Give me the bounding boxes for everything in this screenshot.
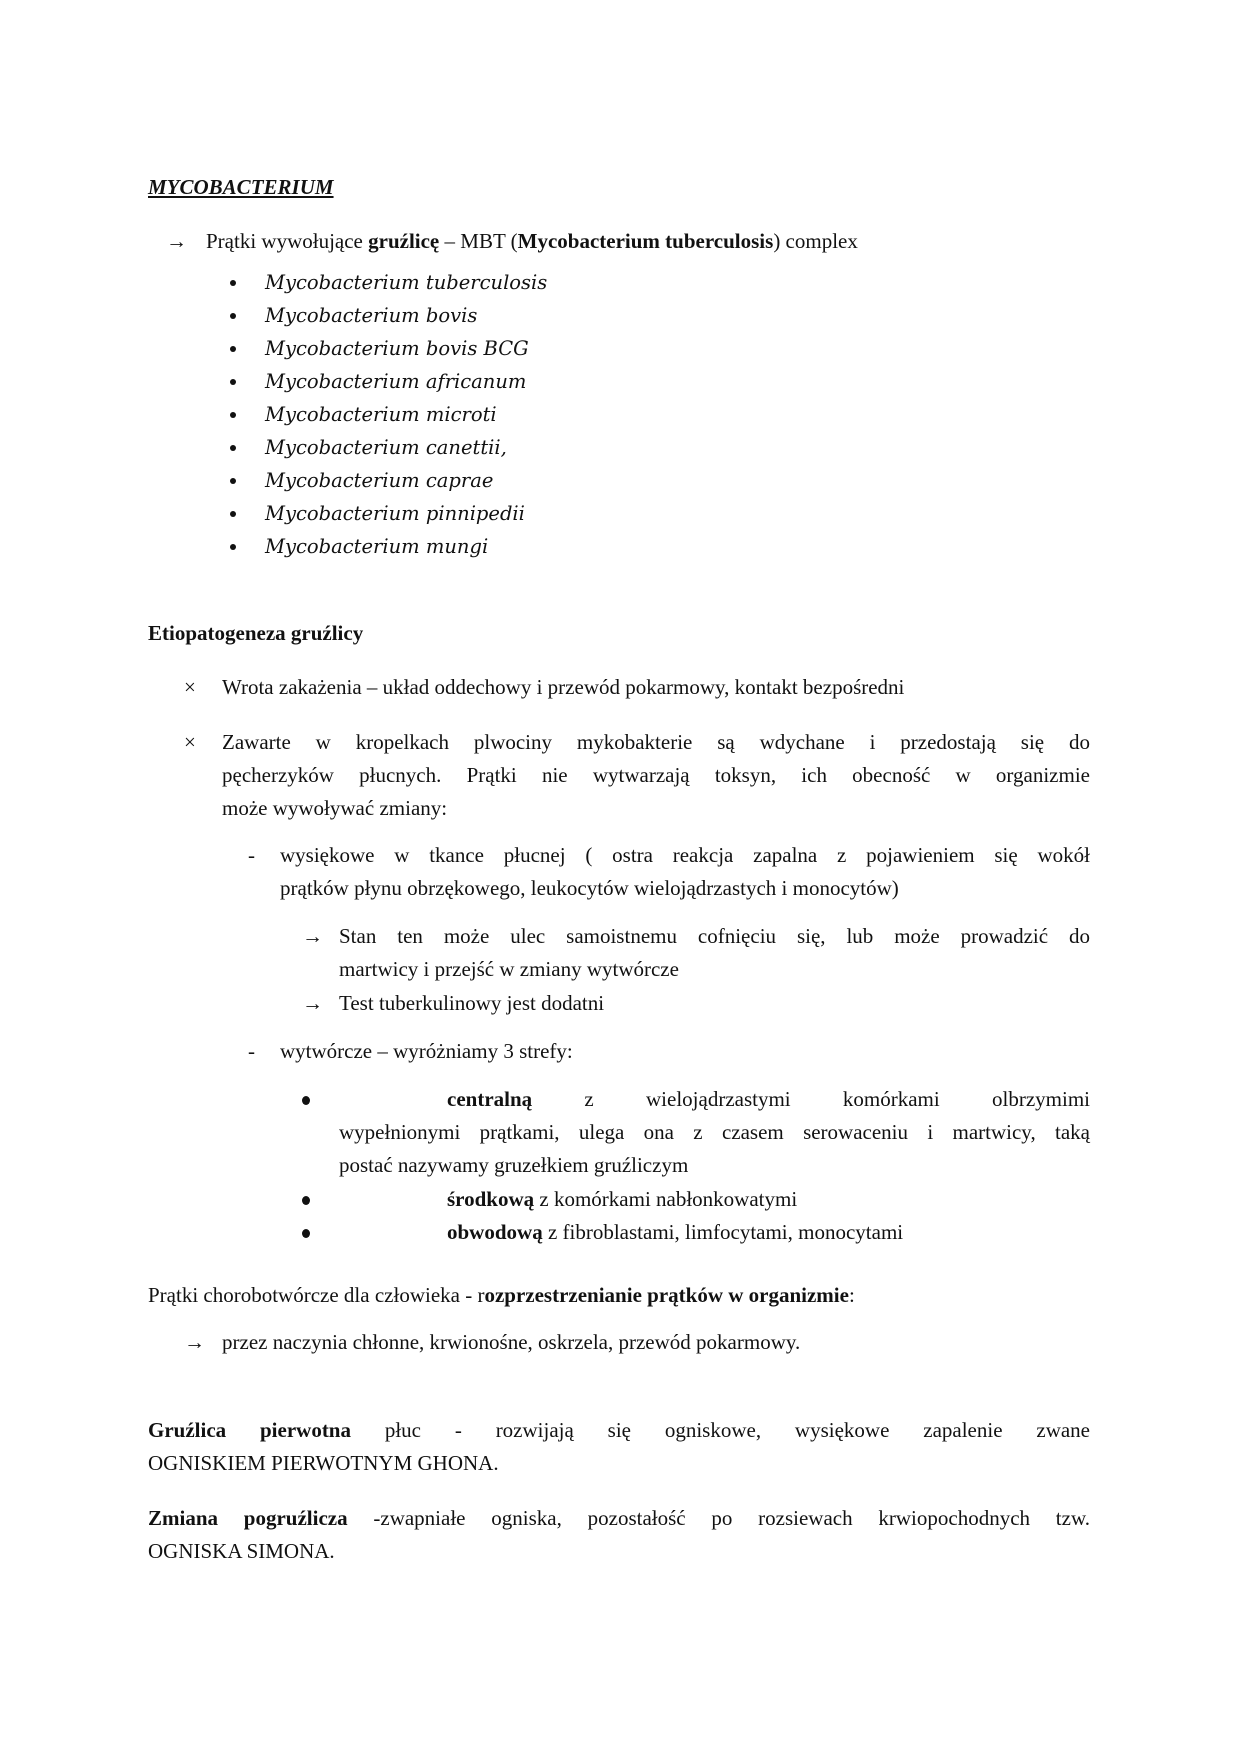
word: z <box>584 1087 594 1111</box>
entry-route-text: Wrota zakażenia – układ oddechowy i przewód pokarmowy, kontakt bezpośredni <box>222 675 905 699</box>
bullet-icon <box>230 478 236 484</box>
paragraph-line: pęcherzyków płucnych. Prątki nie wytwarzają toksyn, ich obecność w organizmie <box>222 763 1090 787</box>
exudative-line: wysiękowe w tkance płucnej ( ostra reakcja zapalna z pojawieniem się wokół <box>280 843 1090 867</box>
list-item: Mycobacterium microti <box>265 403 497 426</box>
post-tb-line <box>148 1502 1090 1535</box>
post-tb-label: Zmiana pogruźlicza <box>148 1506 348 1530</box>
intro-bold-species: Mycobacterium tuberculosis <box>517 229 774 253</box>
bullet-icon <box>230 313 236 319</box>
bullet-icon <box>230 379 236 385</box>
bullet-icon <box>230 445 236 451</box>
paragraph-line: Zawarte w kropelkach plwociny mykobakterie są wdychane i przedostają się do <box>222 730 1090 754</box>
primary-tb-text: płuc - rozwijają się ogniskowe, wysiękowe zapalenie zwane <box>351 1418 1091 1442</box>
arrow-icon: → <box>166 229 187 253</box>
cross-icon: × <box>184 675 196 699</box>
arrow-icon: → <box>184 1330 205 1354</box>
post-tb-line: OGNISKA SIMONA. <box>148 1539 335 1563</box>
list-item: Mycobacterium mungi <box>265 535 489 558</box>
intro-text: Prątki wywołujące <box>206 229 369 253</box>
intro-bold-gruzlice: gruźlicę <box>368 229 440 253</box>
list-item: Mycobacterium canettii, <box>265 436 507 459</box>
zone-central-label: centralną <box>447 1087 533 1111</box>
list-item: Mycobacterium pinnipedii <box>265 502 525 525</box>
primary-tb-label: Gruźlica pierwotna <box>148 1418 351 1442</box>
list-item: Mycobacterium bovis BCG <box>265 337 529 360</box>
intro-text-post: ) complex <box>773 229 858 253</box>
section-heading: Etiopatogeneza gruźlicy <box>148 621 364 645</box>
zone-middle-text: z komórkami nabłonkowatymi <box>534 1187 798 1211</box>
intro-line <box>206 225 858 258</box>
primary-tb-line <box>148 1414 1090 1447</box>
note-line: Stan ten może ulec samoistnemu cofnięciu się, lub może prowadzić do <box>339 924 1090 948</box>
zone-outer-line <box>447 1216 903 1249</box>
exudative-line: prątków płynu obrzękowego, leukocytów wielojądrzastych i monocytów) <box>280 876 899 900</box>
cross-icon: × <box>184 730 196 754</box>
list-item: Mycobacterium africanum <box>265 370 527 393</box>
post-tb-text: -zwapniałe ogniska, pozostałość po rozsiewach krwiopochodnych tzw. <box>347 1506 1090 1530</box>
document-title: MYCOBACTERIUM <box>148 175 334 199</box>
list-item: Mycobacterium tuberculosis <box>265 271 548 294</box>
spread-colon: : <box>848 1283 855 1307</box>
intro-text-mid: – MBT ( <box>439 229 518 253</box>
zone-central-line: postać nazywamy gruzełkiem gruźliczym <box>339 1153 689 1177</box>
zone-outer-text: z fibroblastami, limfocytami, monocytami <box>542 1220 904 1244</box>
bullet-icon <box>230 511 236 517</box>
primary-tb-line: OGNISKIEM PIERWOTNYM GHONA. <box>148 1451 499 1475</box>
list-item: Mycobacterium caprae <box>265 469 494 492</box>
bullet-icon <box>230 346 236 352</box>
productive-line: wytwórcze – wyróżniamy 3 strefy: <box>280 1039 573 1063</box>
bullet-icon <box>230 544 236 550</box>
zone-middle-label: środkową <box>447 1187 535 1211</box>
note-line: Test tuberkulinowy jest dodatni <box>339 991 605 1015</box>
arrow-icon: → <box>302 924 323 948</box>
spread-text: Prątki chorobotwórcze dla człowieka - r <box>148 1283 485 1307</box>
arrow-icon: → <box>302 991 323 1015</box>
zone-central-line: wypełnionymi prątkami, ulega ona z czasem serowaceniu i martwicy, taką <box>339 1120 1090 1144</box>
spread-line <box>148 1279 855 1312</box>
bullet-icon <box>302 1096 310 1105</box>
bullet-icon <box>302 1196 310 1205</box>
spread-bold: ozprzestrzenianie prątków w organizmie <box>484 1283 849 1307</box>
word: komórkami <box>842 1087 940 1111</box>
dash-icon: - <box>248 1039 255 1063</box>
zone-middle-line <box>447 1183 797 1216</box>
bullet-icon <box>230 280 236 286</box>
list-item: Mycobacterium bovis <box>265 304 478 327</box>
bullet-icon <box>230 412 236 418</box>
word: olbrzymimi <box>992 1087 1090 1111</box>
zone-outer-label: obwodową <box>447 1220 543 1244</box>
dash-icon: - <box>248 843 255 867</box>
spread-route: przez naczynia chłonne, krwionośne, oskrzela, przewód pokarmowy. <box>222 1330 801 1354</box>
paragraph-line: może wywoływać zmiany: <box>222 796 448 820</box>
word: wielojądrzastymi <box>646 1087 791 1111</box>
zone-central-line <box>339 1083 1090 1116</box>
note-line: martwicy i przejść w zmiany wytwórcze <box>339 957 679 981</box>
bullet-icon <box>302 1229 310 1238</box>
